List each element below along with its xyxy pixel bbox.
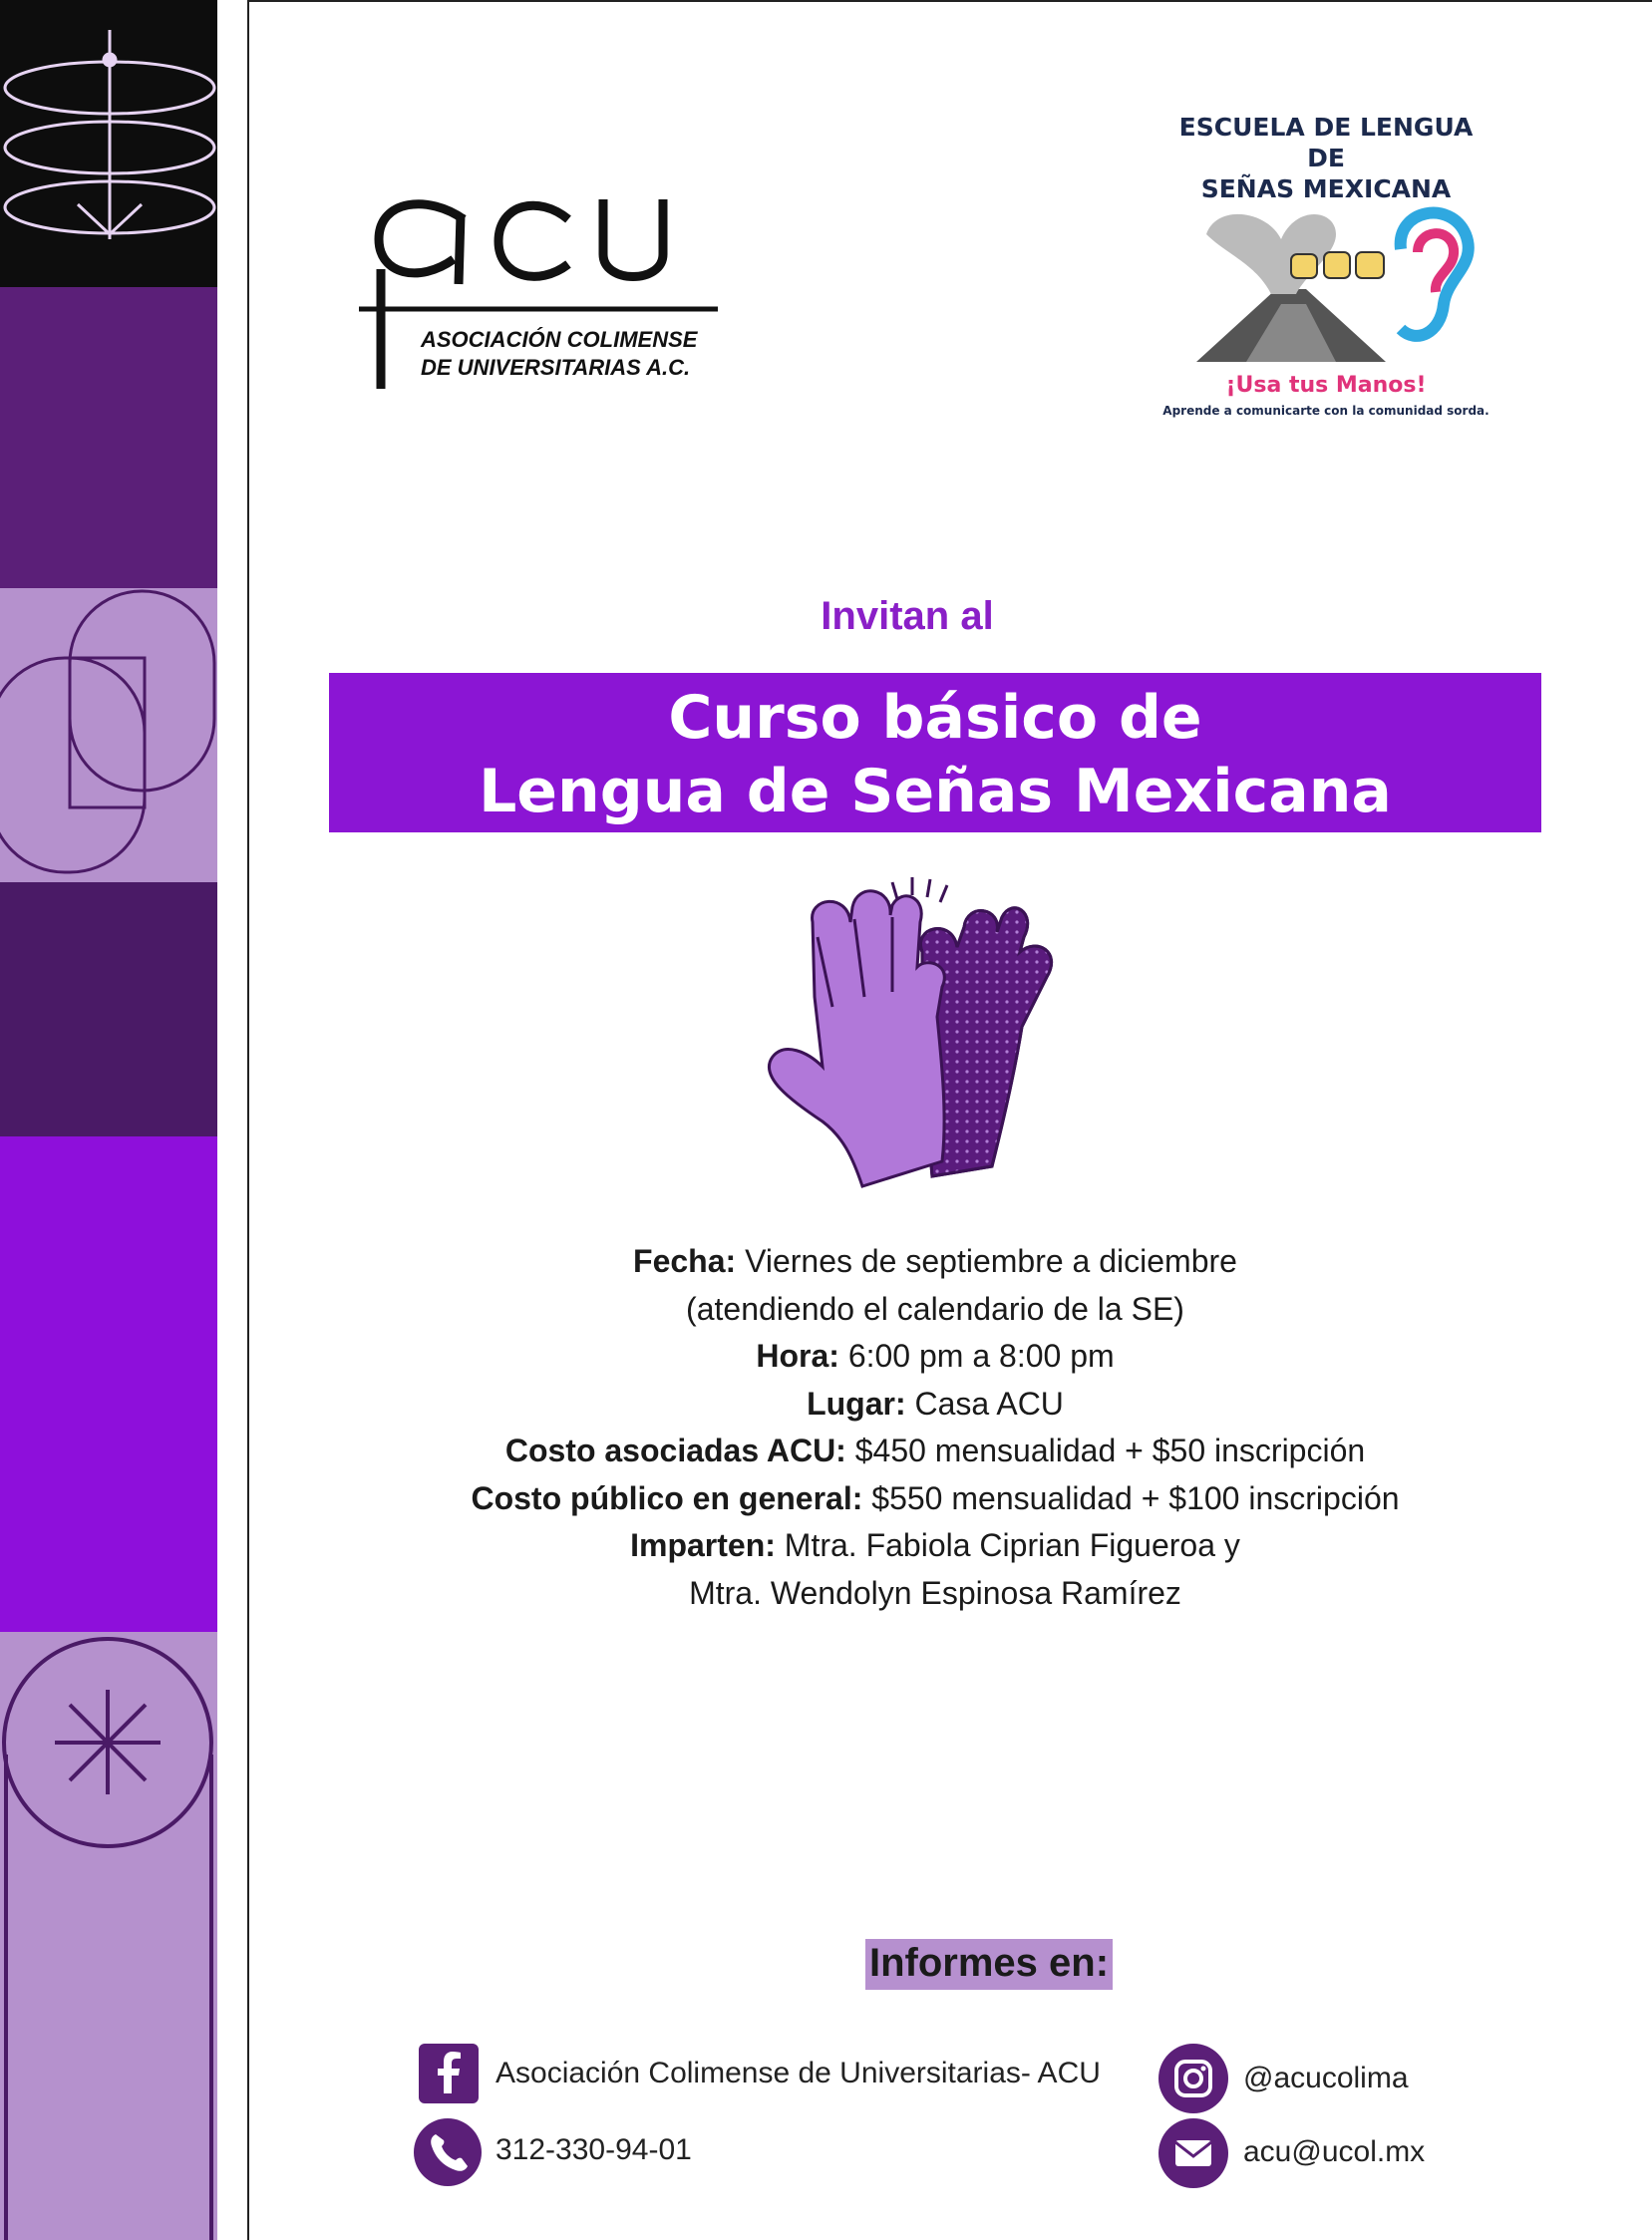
hora-label: Hora: (756, 1338, 839, 1374)
informes-heading: Informes en: (865, 1939, 1113, 1990)
costo-asociadas-label: Costo asociadas ACU: (504, 1433, 846, 1468)
acu-logo (359, 160, 778, 399)
fecha-label: Fecha: (633, 1243, 737, 1279)
detail-lugar (329, 1381, 1541, 1429)
course-title-banner (329, 673, 1541, 832)
phone-icon[interactable] (414, 2118, 482, 2186)
course-title-line2: Lengua de Señas Mexicana (479, 757, 1392, 826)
school-title-line2: SEÑAS MEXICANA (1200, 174, 1452, 203)
imparten-label: Imparten: (630, 1527, 776, 1563)
acu-name-line1: ASOCIACIÓN COLIMENSE (421, 327, 698, 352)
costo-asociadas-value: $450 mensualidad + $50 inscripción (854, 1433, 1366, 1468)
detail-fecha (329, 1238, 1541, 1286)
high-five-hands-icon (753, 877, 1122, 1206)
school-logo-illustration (1186, 194, 1486, 369)
course-details (329, 1238, 1541, 1617)
school-title-line1: ESCUELA DE LENGUA DE (1178, 113, 1474, 172)
instagram-handle[interactable]: @acucolima (1243, 2062, 1409, 2094)
sidebar-ornaments (0, 0, 217, 2240)
school-slogan: ¡Usa tus Manos! (1225, 373, 1427, 398)
imparten-value2: Mtra. Wendolyn Espinosa Ramírez (689, 1574, 1181, 1611)
lugar-value: Casa ACU (914, 1385, 1064, 1422)
acu-name-line2: DE UNIVERSITARIAS A.C. (421, 355, 691, 380)
school-subtitle: Aprende a comunicarte con la comunidad sorda. (1162, 404, 1489, 418)
detail-imparten (329, 1522, 1541, 1570)
fecha-value: Viernes de septiembre a diciembre (745, 1243, 1237, 1279)
lugar-label: Lugar: (807, 1385, 906, 1422)
email-address[interactable]: acu@ucol.mx (1243, 2135, 1426, 2168)
decorative-sidebar (0, 0, 217, 2240)
detail-costo-publico (329, 1475, 1541, 1523)
school-logo-title (1156, 112, 1495, 204)
detail-hora (329, 1333, 1541, 1381)
phone-number[interactable]: 312-330-94-01 (496, 2133, 692, 2166)
invite-lead: Invitan al (821, 594, 994, 638)
facebook-link[interactable]: Asociación Colimense de Universitarias- ACU (496, 2057, 1101, 2089)
costo-publico-value: $550 mensualidad + $100 inscripción (871, 1479, 1400, 1516)
imparten-value1: Mtra. Fabiola Ciprian Figueroa y (784, 1527, 1240, 1563)
detail-costo-asociadas (329, 1428, 1541, 1475)
fecha-note: (atendiendo el calendario de la SE) (686, 1290, 1184, 1327)
facebook-icon[interactable] (419, 2044, 479, 2103)
course-title-line1: Curso básico de (668, 683, 1202, 753)
hora-value: 6:00 pm a 8:00 pm (847, 1338, 1115, 1374)
costo-publico-label: Costo público en general: (471, 1479, 863, 1516)
email-icon[interactable] (1158, 2118, 1228, 2188)
instagram-icon[interactable] (1158, 2044, 1228, 2113)
